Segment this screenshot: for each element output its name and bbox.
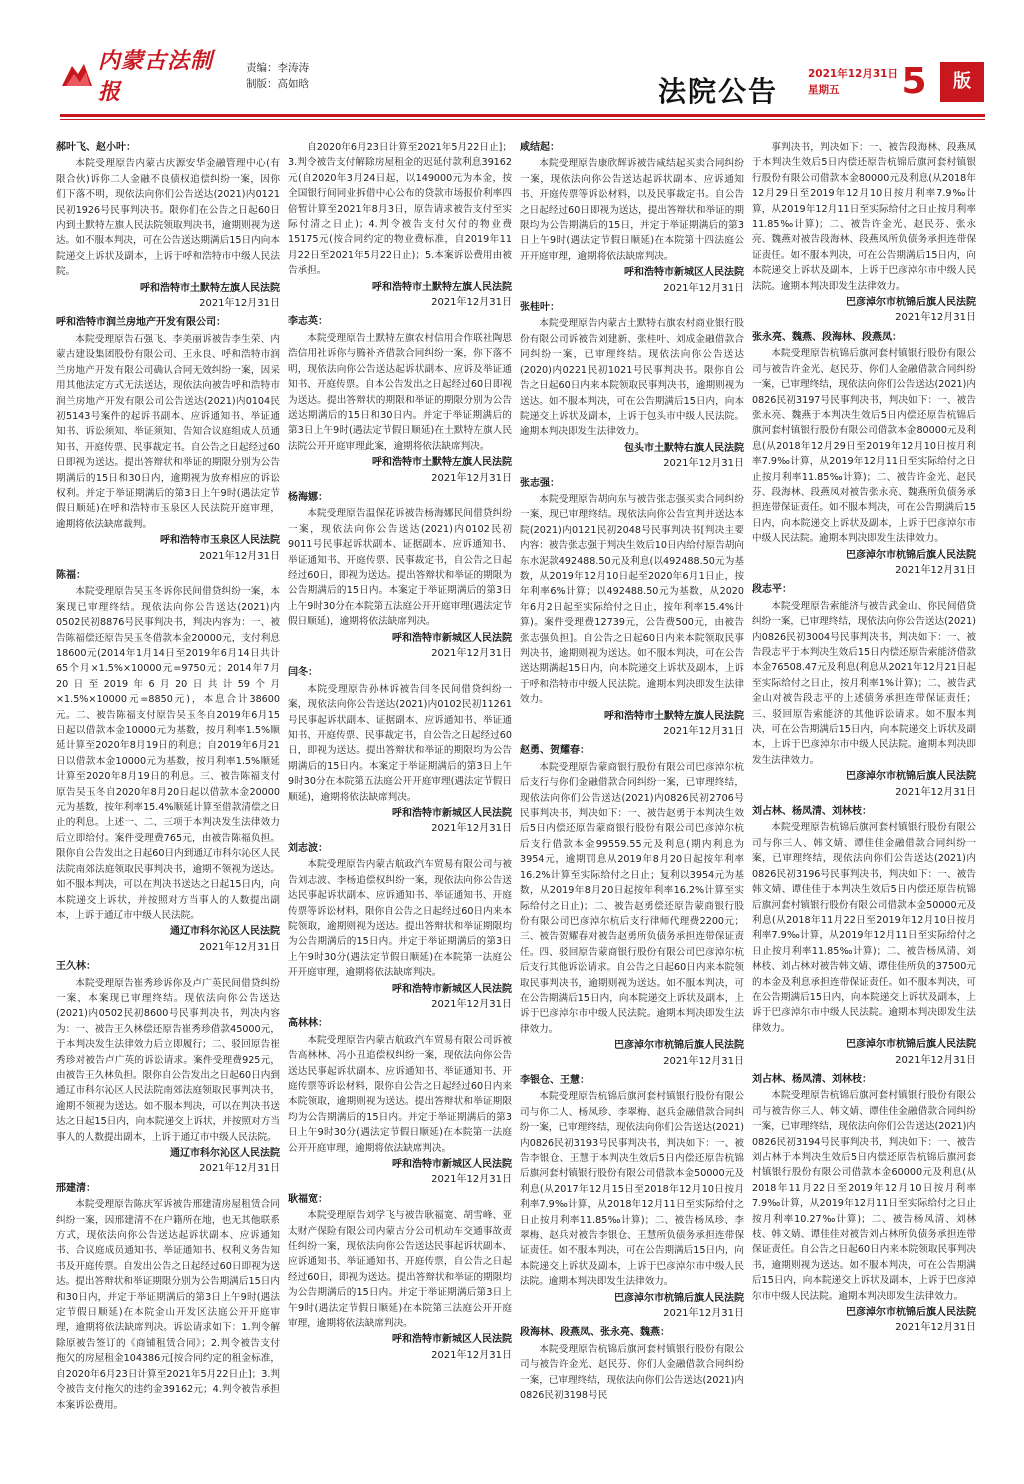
court-notice	[56, 959, 280, 1177]
notice-date: 2021年12月31日	[663, 458, 744, 470]
court-notice	[288, 490, 512, 661]
notice-date: 2021年12月31日	[431, 1174, 512, 1186]
notice-body: 本院受理原告杭锦后旗河套村镇银行股份有限公司与被告你三人、韩文婧、谭佳佳金融借款合同纠纷一案，已审理终结，现依法向你们公告送达(2021)内0826民初3194号民事判决书，判决如下：一、被告刘占林于本判决生效后5日内偿还原告杭锦后旗河套村镇银行股份有限公司借款本金60000元及利息(从2018年11月22日至2019年12月10日按月利率7.9‰计算，从2019年12月11日至实际给付之日止按月利率10.27‰计算)；二、被告杨凤清、刘林枝、韩文婧、谭佳佳对被告刘占林所负债务承担连带保证责任。自公告之日起60日内来本院领取民事判决书，逾期则视为送达。如不服本判决，可在公告期满后15日内，向本院递交上诉状及副本，上诉于巴彦淖尔市中级人民法院。逾期本判决即发生法律效力。	[752, 1090, 976, 1302]
issue-date: 2021年12月31日	[808, 68, 898, 80]
court-notice	[752, 804, 976, 1068]
notice-court: 呼和浩特市新城区人民法院	[392, 808, 512, 820]
masthead	[60, 48, 985, 118]
notice-party: 刘占林、杨凤清、刘林枝：	[752, 806, 872, 818]
court-notice	[752, 330, 976, 579]
court-notice	[56, 140, 280, 311]
logo-emblem-icon	[60, 60, 94, 90]
column-4	[752, 140, 976, 1470]
notice-date: 2021年12月31日	[663, 282, 744, 294]
notice-party: 邢建清：	[56, 1182, 96, 1194]
notice-date: 2021年12月31日	[663, 1308, 744, 1320]
notice-date: 2021年12月31日	[199, 941, 280, 953]
court-notice	[288, 1016, 512, 1187]
notice-party: 耿福宽：	[288, 1193, 328, 1205]
notice-body: 本院受理原告杭锦后旗河套村镇银行股份有限公司与被告许金光、赵民芬、你们人金融借款合同纠纷一案，已审理终结，现依法向你们公告送达(2021)内0826民初3198号民	[520, 1343, 744, 1402]
court-notice	[288, 841, 512, 1012]
notice-body: 本院受理原告内蒙古航政汽车贸易有限公司诉被告高林林、冯小丑追偿权纠纷一案，现依法向你公告送达民事起诉状副本、应诉通知书、举证通知书、开庭传票等诉讼材料，限你自公告之日起经过60日内来本院领取，逾期则视为送达。提出答辩状和举证期限均为公告期满后的15日内。并定于举证期满后的第3日上午9时30分(遇法定节假日顺延)在本院第一法庭公开开庭审理，逾期将依法缺席判决。	[288, 1034, 512, 1154]
notice-party: 呼和浩特市润兰房地产开发有限公司：	[56, 317, 226, 329]
notice-party: 赵勇、贺耀春：	[520, 745, 590, 757]
masthead-rule-thin	[60, 119, 985, 120]
notice-body: 事判决书，判决如下：一、被告段海林、段燕凤于本判决生效后5日内偿还原告杭锦后旗河套村镇银行股份有限公司借款本金80000元及利息(从2018年12月29日至2019年12月10日按月利率7.9‰计算，从2019年12月11日至实际给付之日止按月利率11.85‰计算)；二、被告许金光、赵民芬、张永亮、魏燕对被告段海林、段燕凤所负债务承担连带保证责任。如不服本判决，可在公告期满后15日内，向本院递交上诉状及副本，上诉于巴彦淖尔市中级人民法院。逾期本判决即发生法律效力。	[752, 142, 976, 292]
notice-court: 巴彦淖尔市杭锦后旗人民法院	[846, 297, 976, 309]
notice-party: 王久林：	[56, 961, 96, 973]
notice-court: 巴彦淖尔市杭锦后旗人民法院	[614, 1040, 744, 1052]
issue-date-box	[808, 66, 898, 98]
notice-date: 2021年12月31日	[663, 1055, 744, 1067]
notice-court: 呼和浩特市土默特左旗人民法院	[604, 710, 744, 722]
notice-body: 本院受理原告内蒙古航政汽车贸易有限公司与被告刘志波、李杨追偿权纠纷一案，现依法向你公告送达民事起诉状副本、应诉通知书、举证通知书、开庭传票等诉讼材料，限你自公告之日起经过60日内来本院领取，逾期则视为送达。提出答辩状和举证期限均为公告期满后的15日内。并定于举证期满后的第3日上午9时30分(遇法定节假日顺延)在本院第一法庭公开开庭审理，逾期将依法缺席判决。	[288, 859, 512, 979]
newspaper-logo	[60, 48, 235, 105]
editor-line: 责编：李涛涛	[246, 62, 309, 74]
notice-body: 本院受理原告内蒙古土默特右旗农村商业银行股份有限公司诉被告刘建新、张桂叶、刘成金融借款合同纠纷一案，已审理终结。现依法向你公告送达(2020)内0221民初1021号民事判决书。限你自公告之日起60日内来本院领取民事判决书，逾期则视为送达。如不服本判决，可在公告期满后15日内，向本院递交上诉状及副本，上诉于包头市中级人民法院。逾期本判决即发生法律效力。	[520, 318, 744, 438]
court-notice	[520, 476, 744, 740]
page-ban-label: 版	[940, 62, 984, 102]
notice-party: 李银仓、王慧：	[520, 1074, 590, 1086]
court-notice	[752, 582, 976, 800]
notice-court: 通辽市科尔沁区人民法院	[170, 926, 280, 938]
notice-party: 刘占林、杨凤清、刘林枝：	[752, 1073, 872, 1085]
notice-date: 2021年12月31日	[199, 298, 280, 310]
logo-text: 内蒙古法制报	[98, 48, 214, 105]
notice-court: 呼和浩特市新城区人民法院	[392, 632, 512, 644]
notice-court: 巴彦淖尔市杭锦后旗人民法院	[614, 1292, 744, 1304]
column-1	[56, 140, 280, 1470]
court-notice	[520, 1073, 744, 1322]
notice-date: 2021年12月31日	[431, 823, 512, 835]
notice-date: 2021年12月31日	[895, 786, 976, 798]
notice-court: 巴彦淖尔市杭锦后旗人民法院	[846, 1039, 976, 1051]
editor-credits	[246, 60, 309, 92]
notice-date: 2021年12月31日	[199, 550, 280, 562]
section-title: 法院公告	[658, 75, 779, 108]
notice-party: 李志英：	[288, 316, 328, 328]
notice-body: 本院受理原告吴玉冬诉你民间借贷纠纷一案，本案现已审理终结。现依法向你公告送达(2021)内0502民初8876号民事判决书，判决内容为：一、被告陈福偿还原告吴玉冬借款本金20000元，支付利息18600元(2014年1月14日至2019年6月14日共计65个月×1.5%×10000元=9750元；2014年7月20日至2019年6月20日共计59个月×1.5%×10000元=8850元)，本息合计38600元。二、被告陈福支付原告吴玉冬自2019年6月15日起以借款本金10000元为基数，按月利率1.5%顺延计算至2020年8月19日的利息；自2019年6月21日以借款本金10000元为基数，按月利率1.5%顺延计算至2020年8月19日的利息。三、被告陈福支付原告吴玉冬自2020年8月20日起以借款本金20000元为基数，按年利率15.4%顺延计算至借款清偿之日止的利息。上述一、二、三项于本判决发生法律效力后立即给付。案件受理费765元，由被告陈福负担。限你自公告发出之日起60日内到通辽市科尔沁区人民法院南郊法庭领取民事判决书，逾期不领视为送达。如不服本判决，可以在判决书送达之日起15日内，向本院递交上诉状，并按照对方当事人的人数提出副本，上诉于通辽市中级人民法院。	[56, 586, 280, 921]
notice-party: 张永亮、魏燕、段海林、段燕凤：	[752, 331, 902, 343]
notice-body: 自2020年6月23日计算至2021年5月22日止]；3.判令被告支付解除房屋租金的迟延付款利息39162元(自2020年3月24日起，以149000元为本金，按全国银行间同业拆借中心公布的贷款市场报价利率四倍暂计算至2021年8月3日，原告请求被告支付至实际付清之日止)；4.判令被告支付欠付的物业费15175元(按合同约定的物业费标准，自2019年11月22日至2021年5月22日止)；5.本案诉讼费用由被告承担。	[288, 142, 512, 277]
notice-date: 2021年12月31日	[895, 564, 976, 576]
notice-party: 段志平：	[752, 584, 792, 596]
notice-court: 巴彦淖尔市杭锦后旗人民法院	[846, 549, 976, 561]
court-notice	[520, 743, 744, 1069]
notice-date: 2021年12月31日	[663, 726, 744, 738]
notice-date: 2021年12月31日	[431, 297, 512, 309]
court-notice	[288, 665, 512, 836]
court-notice	[288, 140, 512, 310]
court-notice	[752, 140, 976, 326]
notice-court: 呼和浩特市土默特左旗人民法院	[372, 281, 512, 293]
notice-court: 呼和浩特市新城区人民法院	[392, 983, 512, 995]
notice-date: 2021年12月31日	[431, 648, 512, 659]
notice-party: 陈福：	[56, 569, 86, 581]
column-3	[520, 140, 744, 1470]
court-notice	[520, 1325, 744, 1403]
notice-party: 张志强：	[520, 477, 560, 489]
notice-body: 本院受理原告蒙商银行股份有限公司巴彦淖尔杭后支行与你们金融借款合同纠纷一案，已审理终结，现依法向你们公告送达(2021)内0826民初2706号民事判决书，判决如下：一、被告赵勇于本判决生效后5日内偿还原告蒙商银行股份有限公司巴彦淖尔杭后支行借款本金99559.55元及利息(期内利息为3954元，逾期罚息从2019年8月20日起按年利率16.2%计算至实际给付之日止；复利以3954元为基数，从2019年8月20日起按年利率16.2%计算至实际给付之日止)；二、被告赵勇偿还原告蒙商银行股份有限公司巴彦淖尔杭后支行律师代理费2200元；三、被告贺耀春对被告赵勇所负债务承担连带保证责任。四、驳回原告蒙商银行股份有限公司巴彦淖尔杭后支行其他诉讼请求。自公告之日起60日内来本院领取民事判决书，逾期则视为送达。如不服本判决，可在公告期满后15日内，向本院递交上诉状及副本，上诉于巴彦淖尔市中级人民法院。逾期本判决即发生法律效力。	[520, 761, 744, 1035]
notice-party: 闫冬：	[288, 667, 318, 679]
notice-body: 本院受理原告崔秀珍诉你及卢广英民间借贷纠纷一案，本案现已审理终结。现依法向你公告送达(2021)内0502民初8600号民事判决书，判决内容为：一、被告王久林偿还原告崔秀珍借款45000元，于本判决发生法律效力后立即履行；二、驳回原告崔秀珍对被告卢广英的诉讼请求。案件受理费925元，由被告王久林负担。限你自公告发出之日起60日内到通辽市科尔沁区人民法院南郊法庭领取民事判决书，逾期不领视为送达。如不服本判决，可以在判决书送达之日起15日内，向本院递交上诉状，并按照对方当事人的人数提出副本，上诉于通辽市中级人民法院。	[56, 977, 280, 1143]
notice-court: 呼和浩特市土默特左旗人民法院	[372, 457, 512, 469]
notice-date: 2021年12月31日	[199, 1163, 280, 1175]
notice-body: 本院受理原告温保花诉被告杨海娜民间借贷纠纷一案，现依法向你公告送达(2021)内0102民初9011号民事起诉状副本、证据副本、应诉通知书、举证通知书、开庭传票、民事裁定书，自公告之日起经过60日，即视为送达。提出答辩状和举证的期限为公告期满后的15日内。本案定于举证期满后的第3日上午9时30分在本院第五法庭公开开庭审理(遇法定节假日顺延)，逾期将依法缺席判决。	[288, 508, 512, 628]
court-notice	[56, 315, 280, 564]
court-notice	[288, 1192, 512, 1363]
notice-court: 通辽市科尔沁区人民法院	[170, 1148, 280, 1159]
notice-party: 高林林：	[288, 1018, 328, 1030]
notice-body: 本院受理原告刘学飞与被告耿福宽、胡雪峰、亚太财产保险有限公司内蒙古分公司机动车交通事故责任纠纷一案，现依法向你公告送达民事起诉状副本、应诉通知书、举证通知书、开庭传票，自公告之日起经过60日，即视为送达。提出答辩状和举证的期限均为公告期满后的15日内。并定于举证期满后第3日上午9时(遇法定节假日顺延)在本院第三法庭公开开庭审理，逾期将依法缺席判决。	[288, 1210, 512, 1330]
notice-party: 郝叶飞、赵小叶：	[56, 142, 136, 153]
notice-body: 本院受理原告胡向东与被告张志强买卖合同纠纷一案，现已审理终结。现依法向你公告宣判并送达本院(2021)内0121民初2048号民事判决书[判决主要内容：被告张志强于判决生效后10日内给付原告胡向东水泥款492488.50元及利息(以492488.50元为基数，从2019年12月10日起至2020年6月1日止，按年利率6%计算；以492488.50元为基数，从2020年6月2日起至实际给付之日止，按年利率15.4%计算)。案件受理费12739元，公告费500元，由被告张志强负担]。自公告之日起60日内来本院领取民事判决书，逾期则视为送达。如不服本判决，可在公告送达期满起15日内，向本院递交上诉状及副本，上诉于呼和浩特市中级人民法院。逾期本判决即发生法律效力。	[520, 493, 744, 706]
notice-body: 本院受理原告康欣辉诉被告咸结起买卖合同纠纷一案，现依法向你公告送达起诉状副本、应诉通知书、开庭传票等诉讼材料，以及民事裁定书。自公告之日起经过60日即视为送达，提出答辩状和举证的期限均为公告期满后的15日，并定于举证期满后的第3日上午9时(遇法定节假日顺延)在本院第十四法庭公开开庭审理，逾期将依法缺席判决。	[520, 158, 744, 262]
notice-party: 张桂叶：	[520, 302, 560, 314]
notice-date: 2021年12月31日	[895, 1322, 976, 1334]
notice-party: 段海林、段燕凤、张永亮、魏燕：	[520, 1327, 670, 1339]
notice-body: 本院受理原告孙林诉被告闫冬民间借贷纠纷一案，现依法向你公告送达(2021)内0102民初11261号民事起诉状副本、证据副本、应诉通知书、举证通知书、开庭传票、民事裁定书，自公告之日起经过60日，即视为送达。提出答辩状和举证的期限均为公告期满后的15日内。本案定于举证期满后的第3日上午9时30分在本院第五法庭公开开庭审理(遇法定节假日顺延)，逾期将依法缺席判决。	[288, 683, 512, 803]
notice-body: 本院受理原告杭锦后旗河套村镇银行股份有限公司与你二人、杨凤珍、李翠梅、赵兵金融借款合同纠纷一案，已审理终结，现依法向你们公告送达(2021)内0826民初3193号民事判决书，判决如下：一、被告李银仓、王慧于本判决生效后5日内偿还原告杭锦后旗河套村镇银行股份有限公司借款本金50000元及利息(从2017年12月15日至2018年12月10日按月利率7.9‰计算，从2018年12月11日至实际给付之日止按月利率11.85‰计算)；二、被告杨凤珍、李翠梅、赵兵对被告李银仓、王慧所负债务承担连带保证责任。如不服本判决，可在公告期满后15日内，向本院递交上诉状及副本，上诉于巴彦淖尔市中级人民法院。逾期本判决即发生法律效力。	[520, 1091, 744, 1288]
notice-date: 2021年12月31日	[431, 472, 512, 484]
notice-party: 杨海娜：	[288, 491, 328, 503]
court-notice	[56, 1181, 280, 1413]
notice-body: 本院受理原告杭锦后旗河套村镇银行股份有限公司与被告许金光、赵民芬、你们人金融借款合同纠纷一案，已审理终结，现依法向你们公告送达(2021)内0826民初3197号民事判决书，判决如下：一、被告张永亮、魏燕于本判决生效后5日内偿还原告杭锦后旗河套村镇银行股份有限公司借款本金80000元及利息(从2018年12月29日至2019年12月10日按月利率7.9‰计算，从2019年12月11日至实际给付之日止按月利率11.85‰计算)；二、被告许金光、赵民芬、段海林、段燕凤对被告张永亮、魏燕所负债务承担连带保证责任。如不服本判决，可在公告期满后15日内，向本院递交上诉状及副本，上诉于巴彦淖尔市中级人民法院。逾期本判决即发生法律效力。	[752, 348, 976, 545]
notice-date: 2021年12月31日	[431, 998, 512, 1010]
notice-court: 呼和浩特市新城区人民法院	[392, 1334, 512, 1346]
notice-court: 呼和浩特市土默特左旗人民法院	[140, 282, 280, 294]
court-notice	[520, 140, 744, 296]
notice-party: 刘志波：	[288, 842, 328, 854]
notice-date: 2021年12月31日	[431, 1349, 512, 1361]
court-notice	[752, 1072, 976, 1336]
issue-weekday: 星期五	[808, 84, 840, 96]
notice-body: 本院受理原告杭锦后旗河套村镇银行股份有限公司与你三人、韩文婧、谭佳佳金融借款合同纠纷一案，已审理终结，现依法向你们公告送达(2021)内0826民初3196号民事判决书，判决如下：一、被告韩文婧、谭佳佳于本判决生效后5日内偿还原告杭锦后旗河套村镇银行股份有限公司借款本金50000元及利息(从2018年11月22日至2019年12月10日按月利率7.9‰计算，从2019年12月11日至实际给付之日止按月利率11.85‰计算)；二、被告杨凤清、刘林枝、刘占林对被告韩文婧、谭佳佳所负的37500元的本金及利息承担连带保证责任。如不服本判决，可在公告期满后15日内，向本院递交上诉状及副本，上诉于巴彦淖尔市中级人民法院。逾期本判决即发生法律效力。	[752, 822, 976, 1034]
notice-body: 本院受理原告石强飞、李美丽诉被告李生荣、内蒙古建设集团股份有限公司、王永良、呼和浩特市润兰房地产开发有限公司确认合同无效纠纷一案，因采用其他法定方式无法送达，现依法向被告呼和浩特市润兰房地产开发有限公司公告送达(2021)内0104民初5143号案件的起诉书副本、应诉通知书、举证通知书、诉讼须知、举证须知、告知合议庭组成人员通知书、开庭传票、民事裁定书。自公告之日起经过60日即视为送达。提出答辩状和举证的期限分别为公告期满后的15日和30日内，逾期视为放弃相应的诉讼权利。并定于举证期满后的第3日上午9时(遇法定节假日顺延)在呼和浩特市玉泉区人民法院开庭审理，逾期将依法缺席裁判。	[56, 333, 280, 530]
notice-body: 本院受理原告内蒙古庆源安华金融管理中心(有限合伙)诉你二人金融不良债权追偿纠纷一案，因你们下落不明，现依法向你们公告送达(2021)内0121民初1926号民事判决书。限你们在公告之日起60日内到土默特左旗人民法院领取判决书，逾期则视为送达。如不服本判决，可在公告送达期满后15日内向本院递交上诉状及副本，上诉于呼和浩特市中级人民法院。	[56, 158, 280, 278]
masthead-rule	[60, 114, 985, 117]
notice-court: 呼和浩特市新城区人民法院	[624, 267, 744, 279]
notice-party: 咸结起：	[520, 142, 560, 153]
page-number: 5	[901, 61, 927, 102]
notice-court: 巴彦淖尔市杭锦后旗人民法院	[846, 1307, 976, 1319]
notice-court: 呼和浩特市玉泉区人民法院	[160, 535, 280, 547]
notice-body: 本院受理原告陈庆军诉被告邢建清房屋租赁合同纠纷一案，因邢建清不在户籍所在地，也无其他联系方式，现依法向你公告送达起诉状副本、应诉通知书、合议庭成员通知书、举证通知书、权利义务告知书及开庭传票。自发出公告之日起经过60日即视为送达。提出答辩状和举证期限分别为公告期满后15日内和30日内，并定于举证期满后的第3日上午9时(遇法定节假日顺延)在本院金山开发区法庭公开开庭审理，逾期将依法缺席判决。诉讼请求如下：1.判令解除原被告签订的《商铺租赁合同》；2.判令被告支付拖欠的房屋租金104386元[按合同约定的租金标准，自2020年6月23日计算至2021年5月22日止]；3.判令被告支付拖欠的违约金39162元；4.判令被告承担本案诉讼费用。	[56, 1199, 280, 1411]
notice-body: 本院受理原告索能济与被告武金山、你民间借贷纠纷一案，已审理终结，现依法向你公告送达(2021)内0826民初3004号民事判决书，判决如下：一、被告段志平于本判决生效后15日内偿还原告索能济借款本金76508.47元及利息(利息从2021年12月21日起至实际给付之日止，按月利率1%计算)；二、被告武金山对被告段志平的上述债务承担连带保证责任；三、驳回原告索能济的其他诉讼请求。如不服本判决，可在公告期满后15日内，向本院递交上诉状及副本，上诉于巴彦淖尔市中级人民法院。逾期本判决即发生法律效力。	[752, 600, 976, 766]
court-notice	[56, 568, 280, 955]
notice-court: 包头市土默特右旗人民法院	[624, 442, 744, 454]
column-2	[288, 140, 512, 1470]
producer-line: 制版：高如晗	[246, 78, 309, 90]
notice-columns	[56, 140, 978, 1470]
notice-date: 2021年12月31日	[895, 312, 976, 324]
notice-court: 巴彦淖尔市杭锦后旗人民法院	[846, 771, 976, 783]
notice-court: 呼和浩特市新城区人民法院	[392, 1159, 512, 1170]
notice-date: 2021年12月31日	[895, 1054, 976, 1066]
court-notice	[520, 300, 744, 471]
court-notice	[288, 314, 512, 485]
notice-body: 本院受理原告土默特左旗农村信用合作联社陶思浩信用社诉你与腾补齐借款合同纠纷一案，你下落不明，现依法向你公告送达起诉状副本、应诉及举证通知书、开庭传票。自本公告发出之日起经过60日即视为送达。提出答辩状的期限和举证的期限分别为公告送达期满后的15日和30日内。并定于举证期满后的第3日上午9时(遇法定节假日顺延)在土默特左旗人民法院公开开庭审理此案，逾期将依法缺席判决。	[288, 332, 512, 452]
